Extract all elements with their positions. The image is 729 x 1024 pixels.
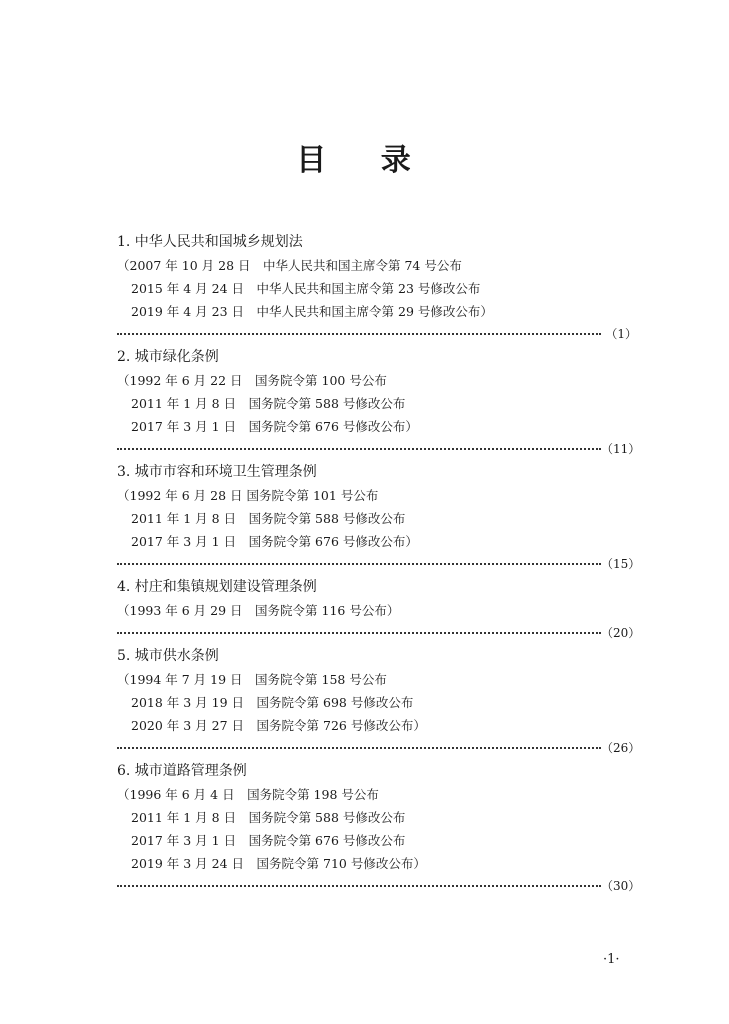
toc-entry-info-line: （1996 年 6 月 4 日 国务院令第 198 号公布 [117, 787, 379, 802]
toc-page-number: （26） [601, 737, 637, 760]
toc-page-number: （11） [601, 438, 637, 461]
toc-entry-info-line: 2011 年 1 月 8 日 国务院令第 588 号修改公布 [131, 511, 406, 526]
toc-entry [117, 231, 637, 346]
toc-entry-info-line: （1994 年 7 月 19 日 国务院令第 158 号公布 [117, 672, 387, 687]
toc-entry-info-line: 2011 年 1 月 8 日 国务院令第 588 号修改公布 [131, 396, 406, 411]
toc-entry-info-line: 2017 年 3 月 1 日 国务院令第 676 号修改公布 [131, 833, 406, 848]
toc-entry-title: 2. 城市绿化条例 [117, 349, 219, 365]
toc-page-number: （1） [601, 323, 637, 346]
dot-leader [117, 563, 601, 565]
dot-leader [117, 632, 601, 634]
toc-entry-title: 4. 村庄和集镇规划建设管理条例 [117, 579, 317, 595]
page-number: ·1· [603, 952, 620, 967]
toc-entry-info-line: 2017 年 3 月 1 日 国务院令第 676 号修改公布） [131, 534, 418, 549]
toc-entry [117, 346, 641, 461]
toc-entry-info-line: 2011 年 1 月 8 日 国务院令第 588 号修改公布 [131, 810, 406, 825]
toc-page-number: （20） [601, 622, 637, 645]
toc-leader-line [117, 553, 641, 576]
toc-entry-info-line: （1992 年 6 月 28 日 国务院令第 101 号公布 [117, 488, 379, 503]
toc-leader-line [117, 622, 641, 645]
toc-entry-title: 5. 城市供水条例 [117, 648, 219, 664]
dot-leader [117, 885, 601, 887]
toc-entry-info-line: 2015 年 4 月 24 日 中华人民共和国主席令第 23 号修改公布 [131, 281, 481, 296]
toc-entry-info-line: 2018 年 3 月 19 日 国务院令第 698 号修改公布 [131, 695, 414, 710]
toc-entry-title: 3. 城市市容和环境卫生管理条例 [117, 464, 317, 480]
toc-entry [117, 645, 641, 760]
toc-leader-line [117, 875, 641, 898]
toc-leader-line [117, 737, 641, 760]
toc-entry-title: 6. 城市道路管理条例 [117, 763, 247, 779]
toc-page-number: （15） [601, 553, 637, 576]
toc-entry-title: 1. 中华人民共和国城乡规划法 [117, 234, 303, 250]
dot-leader [117, 747, 601, 749]
toc-entry [117, 760, 641, 898]
toc-entry-info-line: 2019 年 4 月 23 日 中华人民共和国主席令第 29 号修改公布） [131, 304, 493, 319]
page-title: 目 录 [296, 143, 433, 178]
dot-leader [117, 448, 601, 450]
toc-page-number: （30） [601, 875, 637, 898]
toc-entry [117, 576, 641, 645]
toc-entry-info-line: （2007 年 10 月 28 日 中华人民共和国主席令第 74 号公布 [117, 258, 462, 273]
dot-leader [117, 333, 601, 335]
toc-entry [117, 461, 641, 576]
table-of-contents [117, 231, 641, 898]
toc-leader-line [117, 438, 641, 461]
toc-entry-info-line: 2020 年 3 月 27 日 国务院令第 726 号修改公布） [131, 718, 426, 733]
toc-entry-info-line: 2017 年 3 月 1 日 国务院令第 676 号修改公布） [131, 419, 418, 434]
toc-entry-info-line: （1993 年 6 月 29 日 国务院令第 116 号公布） [117, 603, 400, 618]
toc-entry-info-line: 2019 年 3 月 24 日 国务院令第 710 号修改公布） [131, 856, 426, 871]
toc-entry-info-line: （1992 年 6 月 22 日 国务院令第 100 号公布 [117, 373, 387, 388]
toc-leader-line [117, 323, 637, 346]
